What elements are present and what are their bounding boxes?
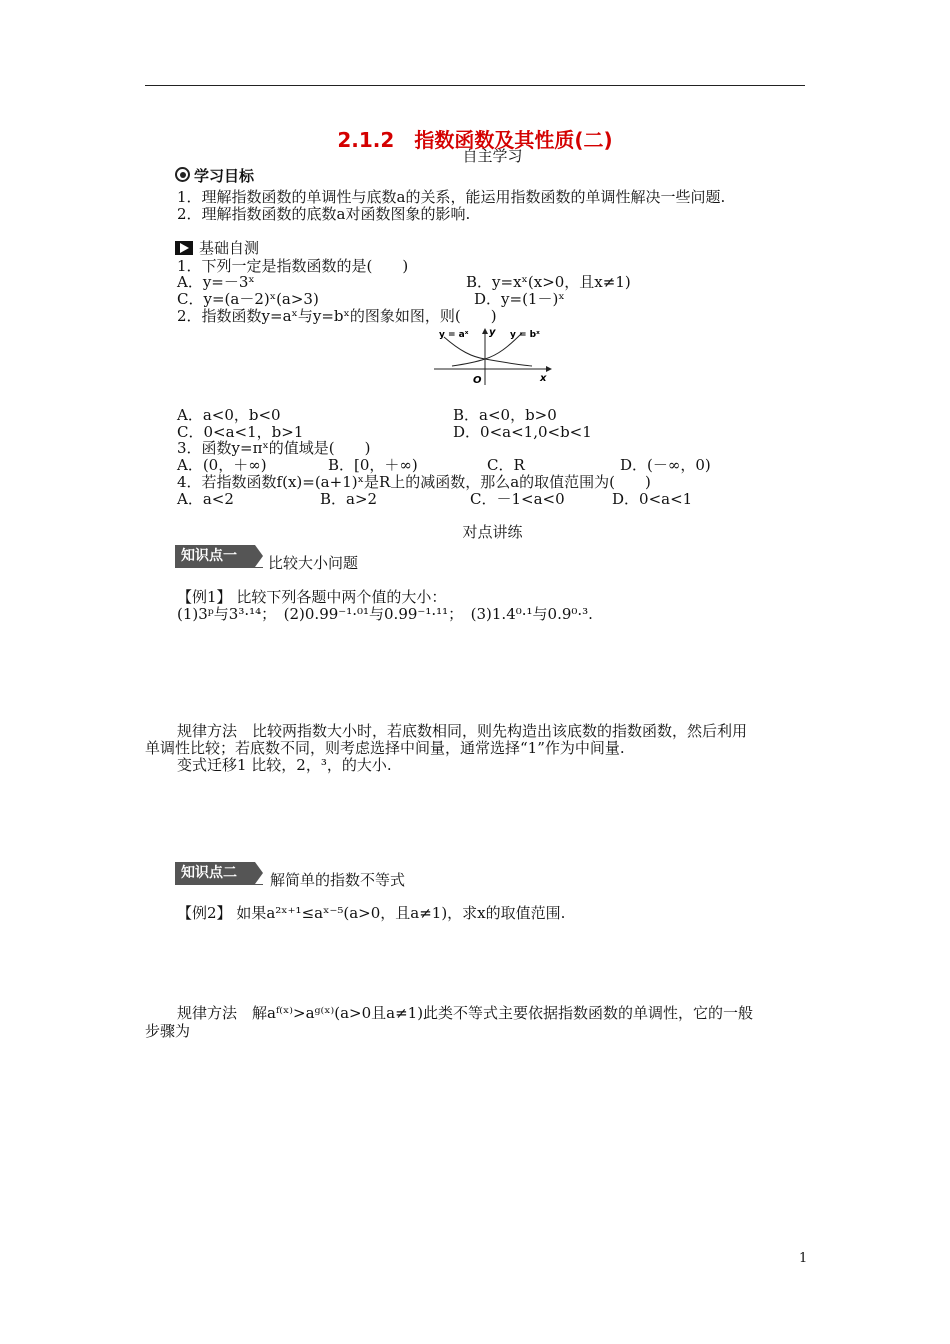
- example2: [177, 905, 565, 922]
- graph-axis-x: x: [540, 373, 547, 384]
- example2-label: 【例2】: [177, 904, 232, 922]
- section-subtitle: 自主学习: [462, 147, 523, 165]
- graph-label-a: y = aˣ: [439, 330, 469, 340]
- kp1-variant: 变式迁移1 比较，2，³，的大小.: [177, 756, 392, 774]
- example1: [177, 589, 446, 606]
- q3-option-c: C．R: [487, 456, 525, 474]
- q2-option-d: D．0<a<1,0<b<1: [453, 423, 592, 441]
- q1-option-b: B．y=xˣ(x>0，且x≠1): [466, 273, 631, 291]
- q2-option-a: A．a<0，b<0: [177, 406, 281, 424]
- example1-label: 【例1】: [177, 588, 232, 606]
- q3-option-a: A．(0，＋∞): [177, 456, 267, 474]
- q1-option-d: D．y=(1－)ˣ: [474, 290, 565, 308]
- q3-option-d: D．(－∞，0): [620, 456, 711, 474]
- exponential-graph: [430, 325, 560, 387]
- graph-axis-y: y: [489, 327, 496, 338]
- kp1-badge-label: 知识点一: [175, 545, 255, 567]
- q1-option-a: A．y=－3ˣ: [177, 273, 255, 291]
- example1-text: 比较下列各题中两个值的大小：: [236, 588, 447, 606]
- x-axis-arrow: [546, 366, 552, 372]
- practice-heading: 对点讲练: [462, 523, 523, 541]
- selftest-heading: 基础自测: [175, 240, 259, 257]
- kp1-title: 比较大小问题: [268, 554, 359, 572]
- kp2-method-line1: 规律方法 解aᶠ⁽ˣ⁾>aᵍ⁽ˣ⁾(a>0且a≠1)此类不等式主要依据指数函数的单调性，它的一般: [177, 1004, 754, 1022]
- q2-stem: 2．指数函数y=aˣ与y=bˣ的图象如图，则( ): [177, 307, 497, 325]
- kp1-badge: [175, 545, 263, 567]
- target-icon: [175, 167, 190, 182]
- kp1-method-line2: 单调性比较；若底数不同，则考虑选择中间量，通常选择“1”作为中间量.: [145, 739, 625, 757]
- kp2-title: 解简单的指数不等式: [270, 871, 406, 889]
- graph-origin: O: [473, 375, 482, 386]
- q4-stem: 4．若指数函数f(x)=(a+1)ˣ是R上的减函数，那么a的取值范围为( ): [177, 473, 651, 491]
- q3-stem: 3．函数y=πˣ的值域是( ): [177, 439, 371, 457]
- kp2-badge: [175, 862, 263, 884]
- kp1-method-line1: 规律方法 比较两指数大小时，若底数相同，则先构造出该底数的指数函数，然后利用: [177, 722, 748, 740]
- graph-label-b: y = bˣ: [510, 330, 540, 340]
- kp2-method-line2: 步骤为: [145, 1022, 191, 1040]
- play-icon: [175, 241, 193, 255]
- goals-heading: 学习目标: [175, 167, 254, 185]
- q1-option-c: C．y=(a－2)ˣ(a>3): [177, 290, 319, 308]
- q3-option-b: B．[0，＋∞): [328, 456, 418, 474]
- curve-a: [444, 337, 532, 366]
- example2-text: 如果a²ˣ⁺¹≤aˣ⁻⁵(a>0，且a≠1)，求x的取值范围.: [236, 904, 566, 922]
- q4-option-d: D．0<a<1: [612, 490, 693, 508]
- header-rule: [145, 85, 805, 86]
- q2-option-b: B．a<0，b>0: [453, 406, 557, 424]
- page-number: 1: [799, 1251, 808, 1266]
- goal-item-2: 2．理解指数函数的底数a对函数图象的影响.: [177, 205, 471, 223]
- q4-option-b: B．a>2: [320, 490, 378, 508]
- q2-option-c: C．0<a<1，b>1: [177, 423, 304, 441]
- page-title: 2.1.2 指数函数及其性质(二): [337, 128, 613, 152]
- q1-stem: 1．下列一定是指数函数的是( ): [177, 257, 409, 275]
- example1-parts: (1)3ᵖ与3³·¹⁴； (2)0.99⁻¹·⁰¹与0.99⁻¹·¹¹； (3)1.4⁰·¹与0.9⁰·³.: [177, 605, 593, 623]
- y-axis-arrow: [482, 328, 488, 334]
- q4-option-c: C．－1<a<0: [470, 490, 565, 508]
- goal-item-1: 1．理解指数函数的单调性与底数a的关系，能运用指数函数的单调性解决一些问题.: [177, 188, 726, 206]
- kp2-badge-label: 知识点二: [175, 862, 255, 884]
- q4-option-a: A．a<2: [177, 490, 234, 508]
